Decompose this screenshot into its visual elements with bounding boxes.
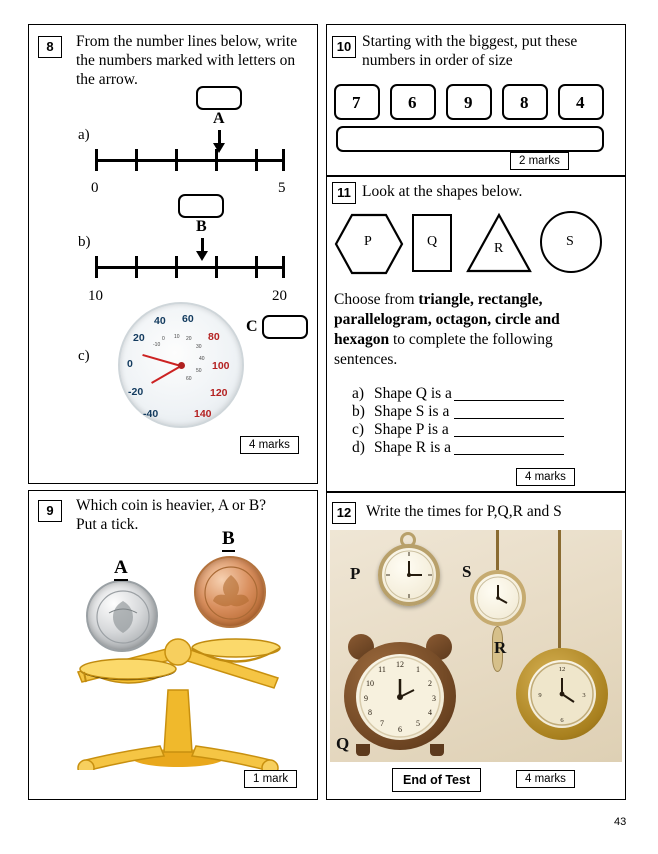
question-11-sentence-b-label: b)	[352, 403, 365, 420]
choose-intro: Choose from	[334, 291, 419, 308]
question-10-prompt: Starting with the biggest, put these numbers in order of size	[362, 33, 578, 69]
numberline-a-end-label: 5	[278, 180, 286, 196]
numberline-a-tick	[175, 149, 178, 171]
question-11-sentence-a-label: a)	[352, 385, 365, 402]
coin-b	[194, 556, 266, 628]
thermometer-dial	[118, 302, 244, 428]
thermometer-number: 100	[212, 360, 230, 372]
thermometer-number: 120	[210, 387, 228, 399]
thermometer-hub	[178, 362, 185, 369]
clock-q-foot-right	[430, 744, 444, 756]
thermometer-small-number: 20	[186, 336, 192, 342]
numberline-a-tick	[282, 149, 285, 171]
svg-text:3: 3	[432, 694, 436, 703]
question-11-answer-line-d[interactable]	[454, 454, 564, 455]
numberline-a-tick	[215, 149, 218, 171]
coin-a-label: A	[114, 557, 128, 581]
clock-r-chain	[558, 530, 561, 648]
svg-text:12: 12	[558, 666, 566, 673]
question-8-answer-box-b[interactable]	[178, 194, 224, 218]
thermometer-small-number: 0	[162, 336, 165, 342]
question-8-letter-a: A	[213, 110, 225, 127]
question-8-numberline-b	[95, 252, 285, 282]
numberline-a-tick	[135, 149, 138, 171]
coin-a	[86, 580, 158, 652]
question-11-number: 11	[332, 182, 356, 204]
question-8-part-a-label: a)	[78, 127, 90, 143]
thermometer-small-number: 60	[186, 376, 192, 382]
numberline-b-tick	[95, 256, 98, 278]
numberline-a-tick	[255, 149, 258, 171]
thermometer-needle	[142, 354, 181, 367]
thermometer-number: 40	[154, 315, 166, 327]
svg-text:12: 12	[396, 660, 404, 669]
clock-p-label: P	[350, 564, 361, 583]
question-9-marks: 1 mark	[244, 770, 297, 788]
svg-text:1: 1	[416, 665, 420, 674]
question-11-sentence-b-text: Shape S is a	[374, 403, 450, 420]
question-11-sentence-d-label: d)	[352, 439, 365, 456]
thermometer-small-number: -10	[153, 342, 161, 348]
clock-p-dial	[382, 548, 436, 602]
question-8-answer-box-c[interactable]	[262, 315, 308, 339]
thermometer-small-number: 30	[196, 344, 202, 350]
question-11-choose-text	[334, 290, 614, 370]
numberline-b-tick	[282, 256, 285, 278]
shape-p-label: P	[364, 234, 372, 249]
thermometer-small-number: 40	[199, 356, 205, 362]
clock-q-dial	[356, 654, 444, 740]
end-of-test-label: End of Test	[392, 768, 481, 792]
thermometer-number: -40	[143, 408, 159, 420]
thermometer-number: 140	[194, 408, 212, 420]
question-12-number: 12	[332, 502, 356, 524]
question-10-number-card-value: 7	[352, 93, 361, 112]
question-12-clock-photo	[330, 530, 622, 762]
question-11-answer-line-a[interactable]	[454, 400, 564, 401]
shape-q-label: Q	[427, 234, 438, 249]
svg-text:2: 2	[428, 679, 432, 688]
svg-text:9: 9	[538, 692, 542, 699]
clock-q-face	[356, 654, 444, 740]
clock-r-dial	[528, 660, 596, 728]
question-11-sentence-c-label: c)	[352, 421, 365, 438]
clock-s-chain	[496, 530, 499, 570]
clock-s-dial	[474, 574, 522, 622]
question-12-prompt: Write the times for P,Q,R and S	[366, 503, 562, 520]
question-8-answer-box-a[interactable]	[196, 86, 242, 110]
coin-a-emblem	[89, 583, 157, 651]
question-11-answer-line-c[interactable]	[454, 436, 564, 437]
question-10-number-card-value: 4	[576, 93, 585, 112]
question-8-marks: 4 marks	[240, 436, 299, 454]
svg-text:3: 3	[582, 692, 586, 699]
question-8-letter-b: B	[196, 218, 207, 235]
clock-r-face	[528, 660, 596, 728]
question-11-marks: 4 marks	[516, 468, 575, 486]
question-12-marks: 4 marks	[516, 770, 575, 788]
numberline-b-tick	[135, 256, 138, 278]
thermometer-number: 0	[127, 358, 133, 370]
clock-s-label: S	[462, 562, 472, 581]
numberline-b-tick	[215, 256, 218, 278]
numberline-a-tick	[95, 149, 98, 171]
svg-text:11: 11	[378, 665, 386, 674]
svg-text:5: 5	[416, 719, 420, 728]
clock-p-ring	[400, 532, 416, 548]
svg-text:8: 8	[368, 708, 372, 717]
shape-s-label: S	[566, 234, 574, 249]
question-10-number: 10	[332, 36, 356, 58]
numberline-b-tick	[175, 256, 178, 278]
clock-q-foot-left	[356, 744, 370, 756]
thermometer-number: -20	[128, 386, 144, 398]
thermometer-number: 20	[133, 332, 145, 344]
question-8-numberline-a	[95, 145, 285, 175]
choose-outro: to complete the following sentences.	[334, 331, 553, 368]
question-10-answer-field[interactable]	[336, 126, 604, 152]
svg-text:6: 6	[560, 717, 564, 724]
thermometer-small-number: 50	[196, 368, 202, 374]
clock-r-label: R	[494, 638, 507, 657]
thermometer-number: 80	[208, 331, 220, 343]
question-11-sentence-c-text: Shape P is a	[374, 421, 449, 438]
coin-b-emblem	[197, 559, 265, 627]
thermometer-small-number: 10	[174, 334, 180, 340]
question-8-number: 8	[38, 36, 62, 58]
question-11-sentence-a-text: Shape Q is a	[374, 385, 452, 402]
thermometer-needle-secondary	[151, 365, 181, 384]
question-8-letter-c: C	[246, 318, 258, 335]
question-9-prompt: Which coin is heavier, A or B? Put a tick.	[76, 497, 267, 533]
question-10-number-card-value: 6	[408, 93, 417, 112]
clock-p-face	[378, 544, 440, 606]
question-10-marks: 2 marks	[510, 152, 569, 170]
numberline-a-start-label: 0	[91, 180, 99, 196]
shape-r-label: R	[494, 241, 504, 256]
svg-text:9: 9	[364, 694, 368, 703]
question-11-prompt: Look at the shapes below.	[362, 183, 523, 200]
question-8-part-c-label: c)	[78, 348, 90, 364]
question-9-number: 9	[38, 500, 62, 522]
clock-s-face	[470, 570, 526, 626]
question-8-prompt: From the number lines below, write the numbers marked with letters on the arrow.	[76, 33, 298, 88]
clock-q-label: Q	[336, 734, 350, 753]
question-10-number-card-value: 9	[464, 93, 473, 112]
svg-text:6: 6	[398, 725, 402, 734]
thermometer-number: 60	[182, 313, 194, 325]
numberline-b-end-label: 20	[272, 288, 287, 304]
question-10-number-card-value: 8	[520, 93, 529, 112]
numberline-b-start-label: 10	[88, 288, 103, 304]
svg-text:7: 7	[380, 719, 384, 728]
choose-options: triangle, rectangle, parallelogram, octagon, circle and hexagon	[334, 291, 560, 348]
page-number: 43	[614, 816, 627, 828]
question-11-sentence-d-text: Shape R is a	[374, 439, 452, 456]
coin-b-label: B	[222, 528, 235, 552]
svg-text:10: 10	[366, 679, 374, 688]
numberline-b-tick	[255, 256, 258, 278]
question-8-part-b-label: b)	[78, 234, 91, 250]
svg-text:4: 4	[428, 708, 432, 717]
question-11-answer-line-b[interactable]	[454, 418, 564, 419]
